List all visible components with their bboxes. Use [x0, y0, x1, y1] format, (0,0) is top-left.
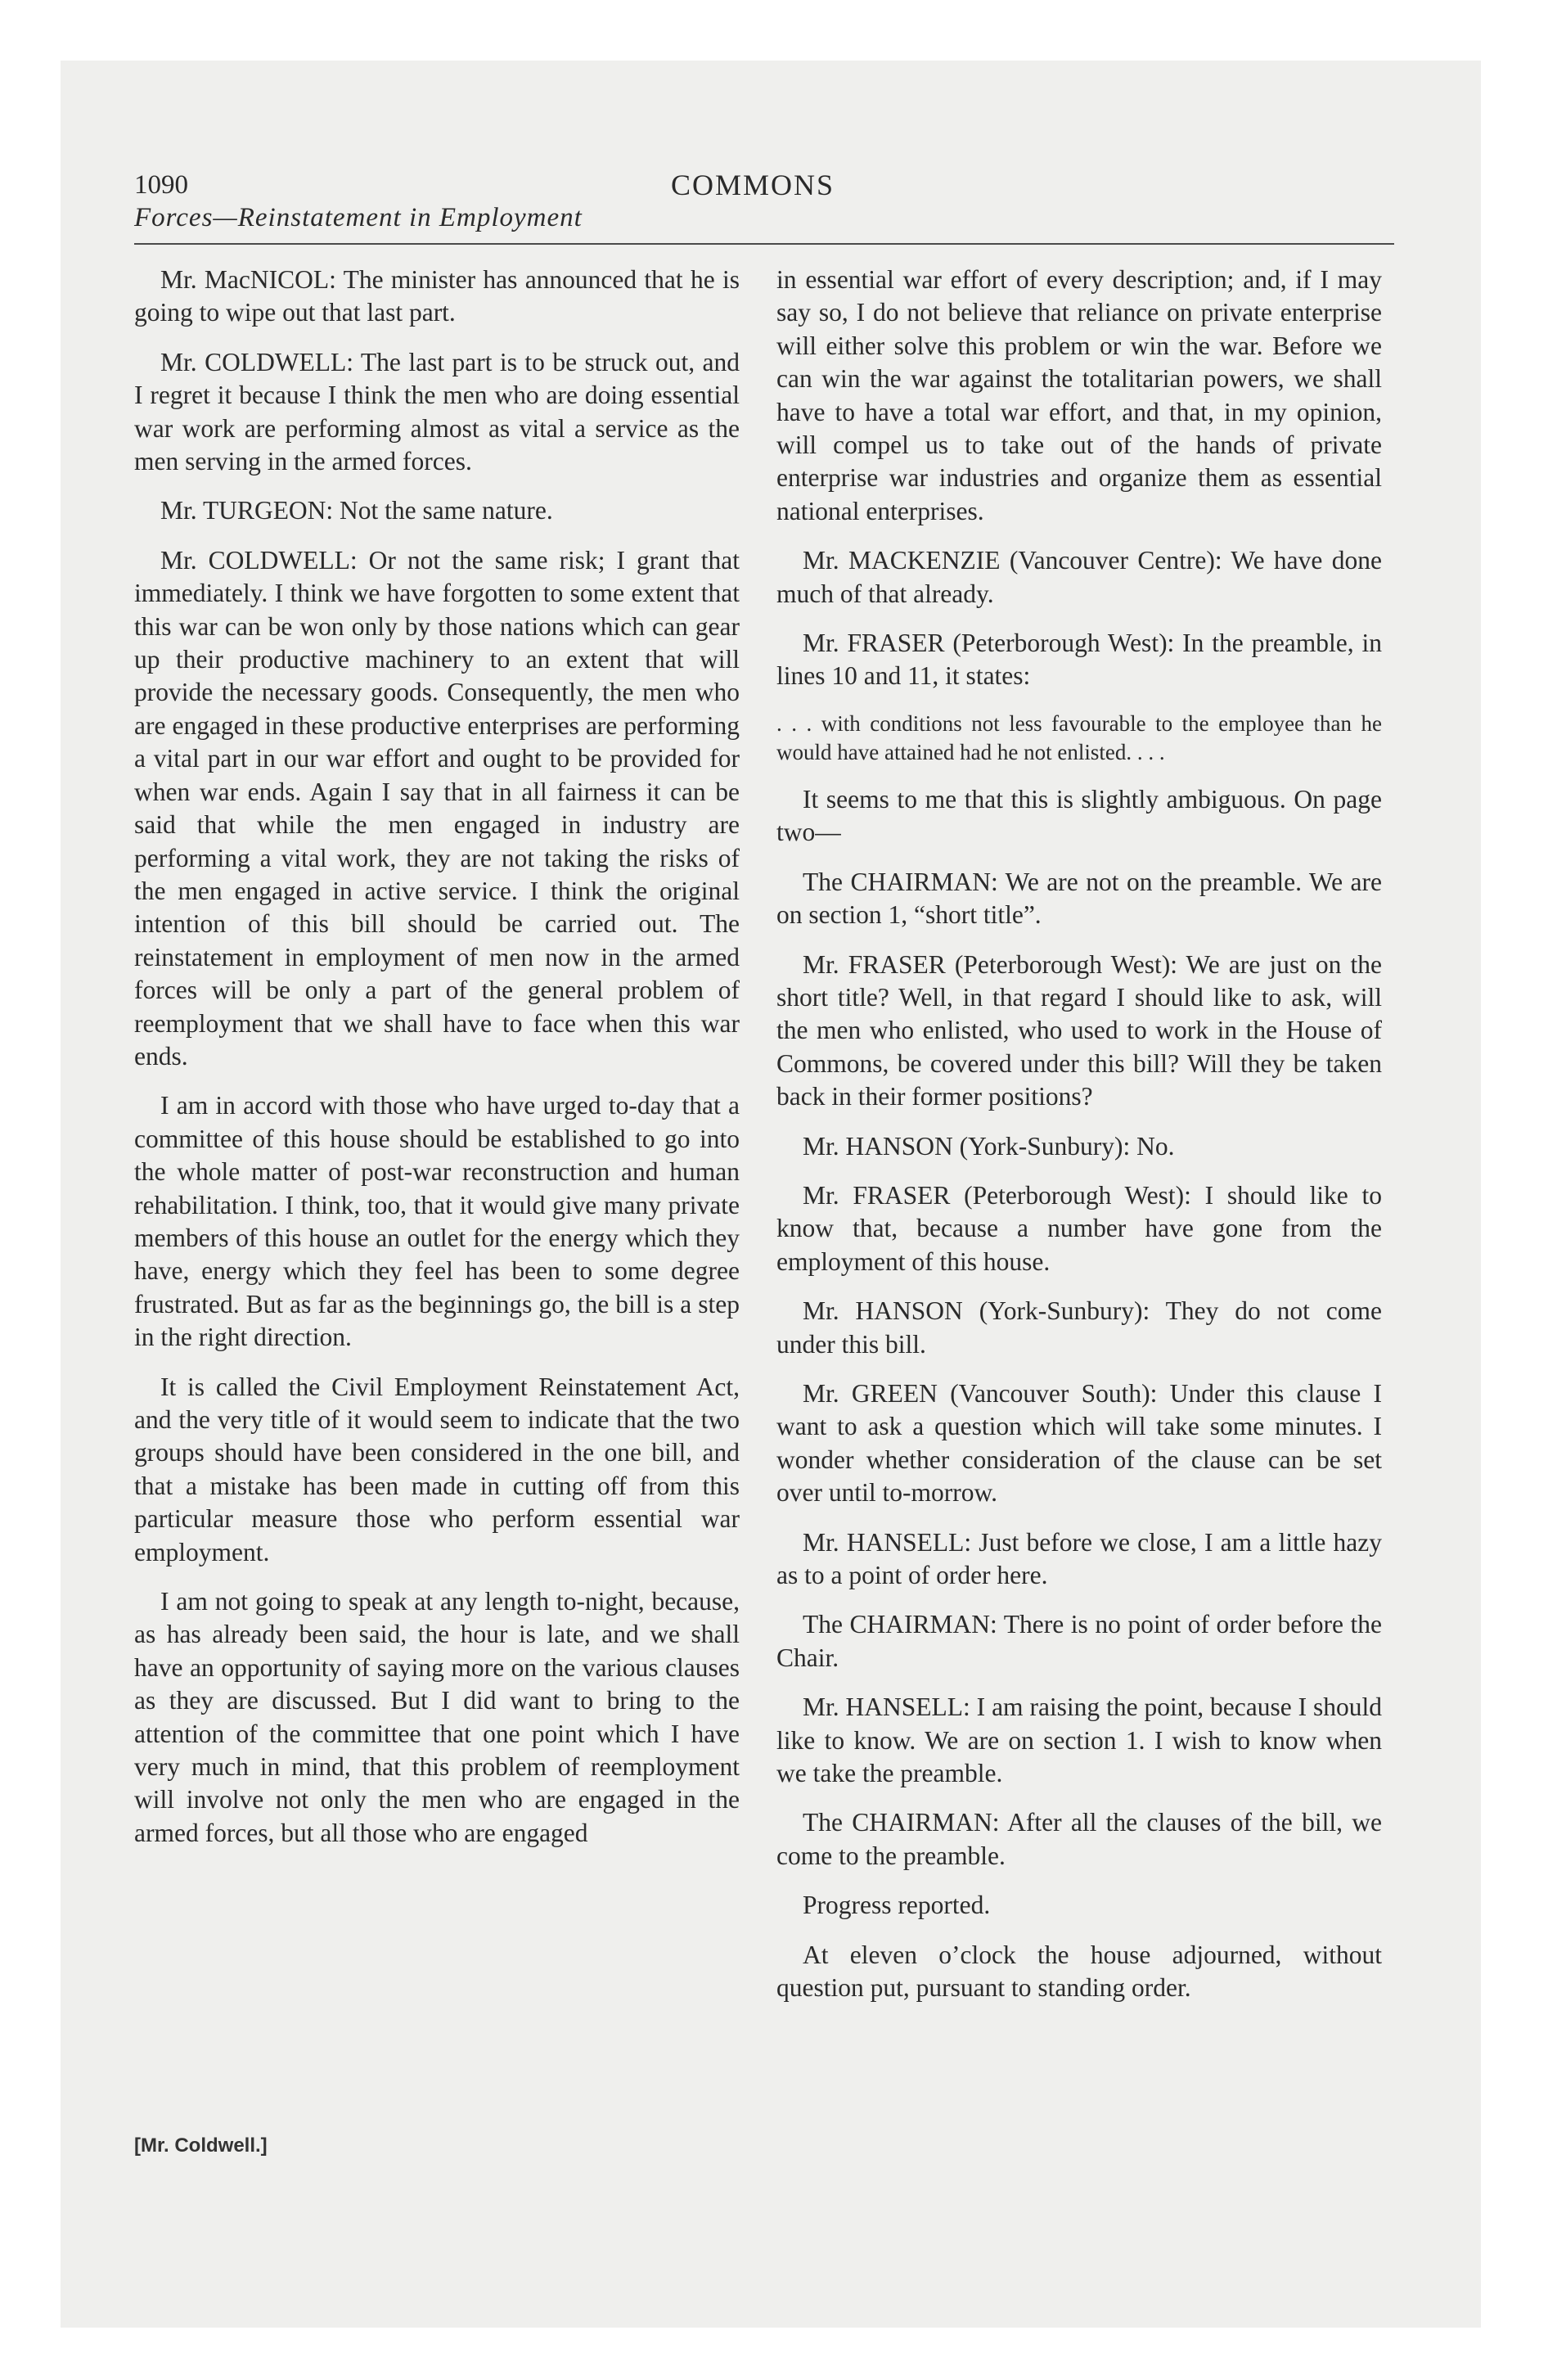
- paragraph: The CHAIRMAN: We are not on the preamble. We are on section 1, “short title”.: [776, 867, 1382, 930]
- right-column: [776, 264, 1382, 2021]
- paragraph: It is called the Civil Employment Reinstatement Act, and the very title of it would seem to indicate that the two groups should have been considered in the one bill, and that a mistake has been made in cutting off from this particular measure those who perform essential war employment.: [134, 1372, 740, 1566]
- paragraph: The CHAIRMAN: There is no point of order before the Chair.: [776, 1610, 1382, 1672]
- paragraph: Mr. HANSELL: Just before we close, I am a little hazy as to a point of order here.: [776, 1527, 1382, 1589]
- paragraph: Mr. MACKENZIE (Vancouver Centre): We have done much of that already.: [776, 546, 1382, 608]
- block-quote: . . . with conditions not less favourable to the employee than he would have attained had he not enlisted. . . .: [776, 710, 1382, 764]
- paragraph: Mr. FRASER (Peterborough West): In the preamble, in lines 10 and 11, it states:: [776, 629, 1382, 691]
- paragraph: Progress reported.: [803, 1891, 991, 1920]
- header-rule: [134, 243, 1394, 245]
- paragraph: The CHAIRMAN: After all the clauses of the bill, we come to the preamble.: [776, 1808, 1382, 1870]
- paragraph: Mr. FRASER (Peterborough West): We are just on the short title? Well, in that regard I should like to ask, will the men who enlisted, who used to work in the House of Commons, be covered under this bill? Will they be taken back in their former positions?: [776, 949, 1382, 1111]
- paragraph: Mr. COLDWELL: The last part is to be struck out, and I regret it because I think the men who are doing essential war work are performing almost as vital a service as the men serving in the armed forces.: [134, 347, 740, 476]
- running-header: [134, 169, 583, 234]
- paragraph: Mr. COLDWELL: Or not the same risk; I grant that immediately. I think we have forgotten to some extent that this war can be won only by those nations which can gear up their productive machinery to an extent that will provide the necessary goods. Consequently, the men who are engaged in these productive enterprises are performing a vital part in our war effort and ought to be provided for when war ends. Again I say that in all fairness it can be said that while the men engaged in industry are performing a vital work, they are not taking the risks of the men engaged in active service. I think the original intention of this bill should be carried out. The reinstatement in employment of men now in the armed forces will be only a part of the general problem of reemployment that we shall have to face when this war ends.: [134, 545, 740, 1071]
- paragraph: Mr. HANSON (York-Sunbury): No.: [803, 1131, 1175, 1161]
- paragraph: It seems to me that this is slightly ambiguous. On page two—: [776, 784, 1382, 847]
- speaker-footer: [Mr. Coldwell.]: [134, 2134, 268, 2157]
- paragraph: Mr. HANSON (York-Sunbury): They do not come under this bill.: [776, 1296, 1382, 1359]
- paragraph: I am not going to speak at any length to-night, because, as has already been said, the hour is late, and we shall have an opportunity of saying more on the various clauses as they are discussed. But I did want to bring to the attention of the committee that one point which I have very much in mind, that this problem of reemployment will involve not only the men who are engaged in the armed forces, but all those who are engaged: [134, 1587, 740, 1847]
- left-column: [134, 264, 740, 1866]
- page-title: COMMONS: [671, 169, 835, 201]
- paragraph-continued: in essential war effort of every description; and, if I may say so, I do not believe that reliance on private enterprise will either solve this problem or win the war. Before we can win the war against the totalitarian powers, we shall have to have a total war effort, and that, in my opinion, will compel us to take out of the hands of private enterprise war industries and organize them as essential national enterprises.: [776, 265, 1382, 525]
- page-number: 1090: [134, 170, 188, 200]
- paragraph: Mr. GREEN (Vancouver South): Under this clause I want to ask a question which will take some minutes. I wonder whether consideration of the clause can be set over until to-morrow.: [776, 1378, 1382, 1508]
- paragraph: I am in accord with those who have urged to-day that a committee of this house should be established to go into the whole matter of post-war reconstruction and human rehabilitation. I think, too, that it would give many private members of this house an outlet for the energy which they have, energy which they feel has been to some degree frustrated. But as far as the beginnings go, the bill is a step in the right direction.: [134, 1091, 740, 1352]
- paragraph: Mr. TURGEON: Not the same nature.: [160, 496, 553, 525]
- section-subtitle: Forces—Reinstatement in Employment: [134, 203, 583, 232]
- paragraph: Mr. HANSELL: I am raising the point, because I should like to know. We are on section 1. I wish to know when we take the preamble.: [776, 1693, 1382, 1788]
- paragraph: Mr. MacNICOL: The minister has announced that he is going to wipe out that last part.: [134, 265, 740, 327]
- paragraph: Mr. FRASER (Peterborough West): I should like to know that, because a number have gone from the employment of this house.: [776, 1180, 1382, 1276]
- paragraph: At eleven o’clock the house adjourned, without question put, pursuant to standing order.: [776, 1940, 1382, 2003]
